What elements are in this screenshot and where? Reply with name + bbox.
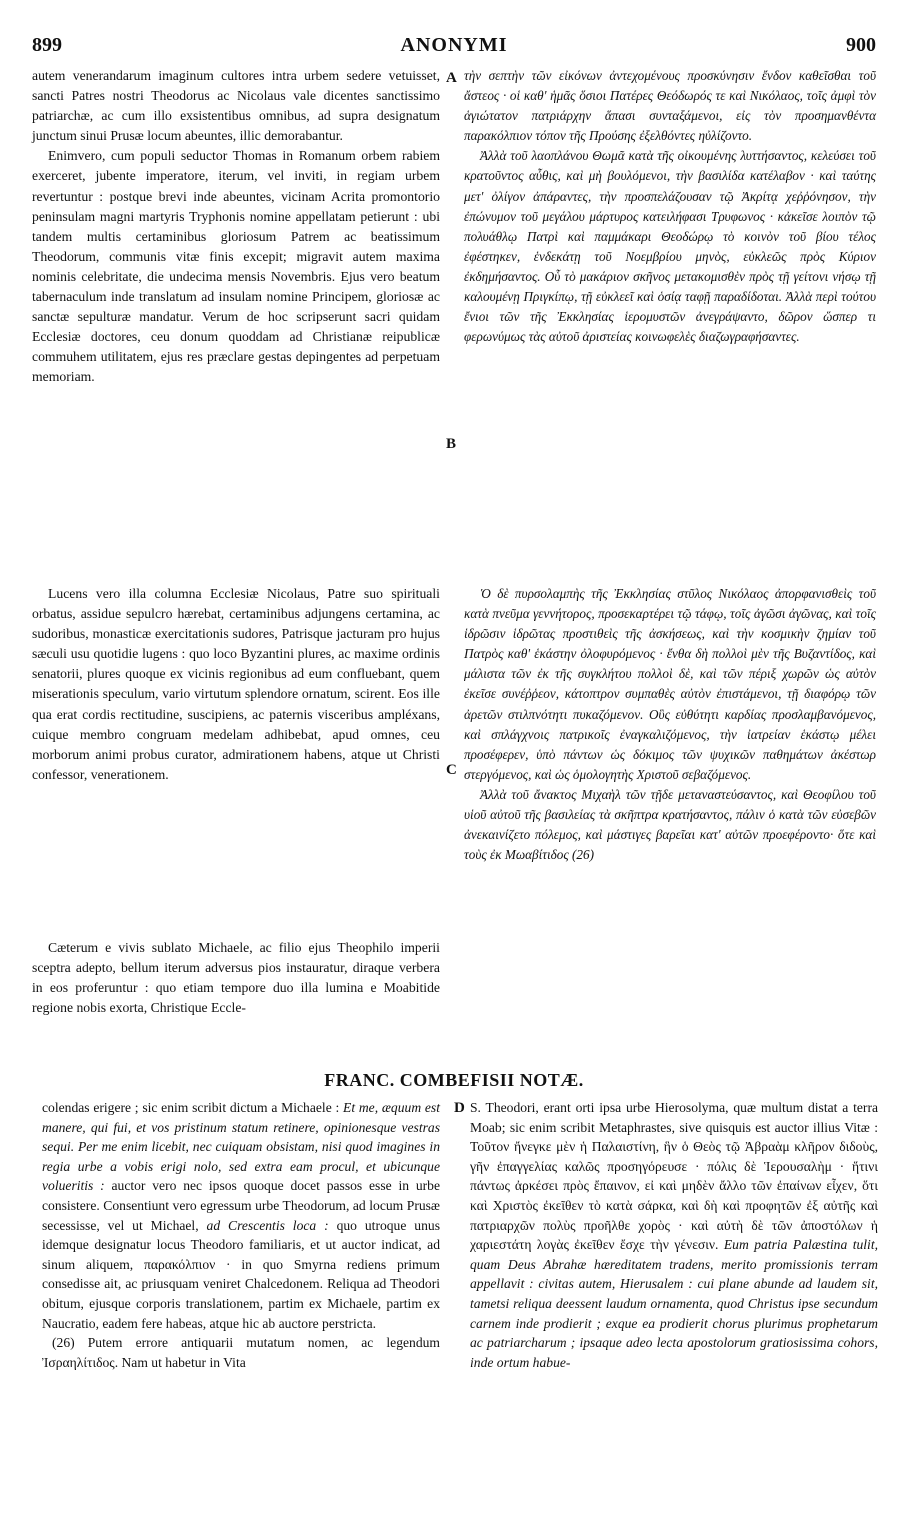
running-header <box>32 34 876 64</box>
notes-left-column <box>42 1098 440 1372</box>
notes-right-paragraph <box>470 1098 878 1372</box>
notes-right-column <box>470 1098 878 1372</box>
notes-left-paragraph <box>42 1098 440 1333</box>
left-page-number: 899 <box>32 34 62 56</box>
section-marker-d: D <box>454 1100 465 1116</box>
note-quote: Et me, æquum est manere, qui fui, et vos pristinum statum retinere, opinionesque vestras sequi. Per me enim licebit, nec cuiquam obsistam, nisi quod imagines in regia urbe a vobis erigi nolo, sed extra eam procul, et ubicunque volueritis : <box>42 1100 440 1194</box>
note-translation: Eum patria Palæstina tulit, quam Deus Abrahæ hæreditatem tradens, merito promissionis terram appellavit : civitas autem, Hierusalem : cui plane abunde ad laudem sit, tametsi reliqua deessent laudum ornamenta, quod Christus ipse secundum carnem inde prodierit ; exque ea prodierit chorus plurimus prophetarum ac patriarcharum ; ipsaque adeo lecta apostolorum gratiosissima cohors, inde ortum habue- <box>470 1237 879 1370</box>
latin-paragraph-4: Cæterum e vivis sublato Michaele, ac filio ejus Theophilo imperii sceptra adepto, bellum iterum adversus pios instauratur, diraque verbera in eos proferuntur : quo etiam tempore duo illa lumina e Moabitide regione nobis exorta, Christique Eccle- <box>32 940 440 1016</box>
note-26: (26) Putem errore antiquarii mutatum nomen, ac legendum Ἰσραηλίτιδος. Nam ut habetur in Vita <box>42 1335 440 1370</box>
right-page-number: 900 <box>846 34 876 56</box>
note-text: colendas erigere ; sic enim scribit dictum a Michaele : <box>42 1100 344 1115</box>
latin-column-part-2 <box>32 584 440 785</box>
running-title: ANONYMI <box>400 34 508 56</box>
notes-heading: FRANC. COMBEFISII NOTÆ. <box>324 1070 584 1090</box>
note-quote: ad Crescentis loca : <box>206 1217 329 1233</box>
note-text: S. Theodori, erant orti ipsa urbe Hierosolyma, quæ multum distat a terra Moab; sic enim scribit Metaphrastes, sive quisquis est auctor illius Vitæ : Τοῦτον ἤνεγκε μὲν ἡ Παλαιστίνη, ἣν ὁ Θεὸς τῷ Ἀβραὰμ κλῆρον διδοὺς, γῆν ἐπαγγελίας καλῶς προσηγόρευσε · πόλις δὲ Ἱερουσαλὴμ · ἥτινι πάντως ἀρκέσει πρὸς ἔπαινον, εἰ καὶ μηδὲν ἄλλο τῶν ἐπαίνων εἶχεν, ὅτι καὶ Χριστὸς ἐκεῖθεν τὸ κατὰ σάρκα, καὶ δὴ καὶ προφητῶν ἐξ αὐτῆς καὶ πατριαρχῶν πολὺς προῆλθε χορὸς · καὶ αὐτὴ δὲ τῶν ἀποστόλων ἡ χαριεστάτη λογὰς ἐκεῖθεν ἔσχε τὴν γένεσιν. <box>470 1100 878 1253</box>
greek-paragraph-1: τὴν σεπτὴν τῶν εἰκόνων ἀντεχομένους προσκύνησιν ἔνδον καθεῖσθαι τοῦ ἄστεος · οἱ καθ' ἡμᾶς ὅσιοι Πατέρες Θεόδωρός τε καὶ Νικόλαος, τοῖς ἀμφὶ τὸν ἁγιώτατον πατριάρχην ἅπασι συνταξάμενοι, εἰς τὸν προσημανθέντα παρακόλπιον τόπον τῆς Προύσης ἐξελθόντες ηὐλίζοντο. <box>464 68 876 144</box>
section-marker-c: C <box>446 762 457 778</box>
greek-paragraph-2: Ἀλλὰ τοῦ λαοπλάνου Θωμᾶ κατὰ τῆς οἰκουμένης λυττήσαντος, κελεύσει τοῦ κρατοῦντος αὖθις, καὶ μὴ βουλόμενοι, τὴν βασιλίδα κατέλαβον · καὶ ταύτης μετ' ὀλίγον ἀπάραντες, τὴν προσπελάζουσαν τῷ Ἀκρίτᾳ χεῤῥόνησον, τὴν ἐπώνυμον τοῦ μεγάλου μάρτυρος κατειλήφασι Τρυφωνος · κἀκεῖσε λοιπὸν τῷ πολυάθλῳ Πατρὶ καὶ παμμάκαρι Θεοδώρῳ τὸ κοινὸν τοῦ βίου τέλος ἐφέστηκεν, ἑνδεκάτῃ τοῦ Νοεμβρίου μηνὸς, εὐκλεῶς πρὸς Κύριον ἐκδημήσαντος. Οὗ τὸ μακάριον σκῆνος μετακομισθὲν πρὸς τῇ γείτονι νήσῳ τῇ καλουμένῃ Πριγκίπῳ, τῇ εὐκλεεῖ καὶ ὁσίᾳ ταφῇ παραδίδοται. Ἀλλὰ περὶ τούτου ἔνιοι τῶν τῆς Ἐκκλησίας ἱερομυστῶν ἀνεγράψαντο, δῶρον ὥσπερ τι φερωνύμως τὰς αὐτοῦ ἀριστείας κοινωφελὲς διαζωγραφήσαντες. <box>464 148 876 345</box>
latin-paragraph-1: autem venerandarum imaginum cultores intra urbem sedere vetuisset, sancti Patres nostri Theodorus ac Nicolaus vale dicentes sanctissimo patriarchæ, ac cum illo exsistentibus omnibus, ad supra designatum junctum sinui Prusæ locum abeuntes, illic demorabantur. <box>32 68 440 144</box>
greek-column <box>464 66 876 347</box>
latin-column <box>32 66 440 388</box>
greek-column-part-2 <box>464 584 876 865</box>
latin-paragraph-3: Lucens vero illa columna Ecclesiæ Nicolaus, Patre suo spirituali orbatus, assidue sepulcro hærebat, certaminibus adjungens certamina, ac sudoribus, monasticæ exercitationis sudores, Patrisque jacturam pro hujus sæculi usu quotidie lugens : quo loco Byzantini plures, ac maxime ordinis senatorii, plures quoque ex vicinis regionibus ad eum confluebant, quem miserationis speculum, vario virtutum splendore ornatum, scirent. Eos ille qua erat cordis rectitudine, suscipiens, ac paternis visceribus ampléxans, cuique membro congruam medelam adhibebat, apud omnes, ceu morborum animi probus curator, admirationem habens, atque ut Christi confessor, venerationem. <box>32 586 440 782</box>
note-text: auctor vero nec ipsos quoque docet passos esse in urbe consistere. Consentiunt vero egressum urbe Theodorum, ad locum Prusæ secessisse, vel ut Michael, <box>42 1178 440 1233</box>
latin-column-part-3 <box>32 938 440 1018</box>
section-marker-a: A <box>446 70 457 86</box>
note-text: quo utroque unus idemque designatur locus Theodoro familiaris, et ut auctor indicat, ad sinum aliquem, παρακόλπιον · in quo Smyrna rediens primum consedisse ait, ac priusquam veniret Chalcedonem. Reliqua ad Theodori obitum, ejusque corporis translationem, partim ex Michaele, partim ex Naucratio, eadem fere habeas, atque hic ab auctore perstricta. <box>42 1217 440 1331</box>
latin-paragraph-2: Enimvero, cum populi seductor Thomas in Romanum orbem rabiem exerceret, jubente imperatore, iterum, vel inviti, in regiam urbem revertuntur : postque brevi inde abeuntes, vicinam Acrita promontorio peninsulam magni martyris Tryphonis nomine appellatam petierunt : ubi tandem multis certaminibus gloriosum Patrem ac beatissimum Theodorum, communis vitæ finis excepit; migravit autem maxima nominis celebritate, die undecima mensis Novembris. Ejus vero beatum tabernaculum inde translatum ad insulam nomine Principem, gloriosæ ac sanctæ sepulturæ mandatur. Verum de hoc scripserunt sacri quidam Ecclesiæ doctores, ceu donum quoddam ad Christianæ reipublicæ commuhem utilitatem, ejus res præclare gestas depingentes ad perpetuam memoriam. <box>32 148 440 385</box>
section-marker-b: B <box>446 436 457 452</box>
greek-paragraph-3: Ὁ δὲ πυρσολαμπὴς τῆς Ἐκκλησίας στῦλος Νικόλαος ἀπορφανισθεὶς τοῦ κατὰ πνεῦμα γεννήτορος, προσεκαρτέρει τῷ τάφῳ, τοῖς ἀγῶσι ἀγῶνας, καὶ τοῖς ἱδρῶσιν ἱδρῶτας προστιθεὶς τῆς ἀσκήσεως, καὶ τὴν κοσμικὴν ζημίαν τοῦ Πατρὸς καθ' ἑκάστην ὀλοφυρόμενος · ἔνθα δὴ πολλοὶ μὲν τῆς Βυζαντίδος, καὶ μάλιστα τῶν ἐκ τῆς συγκλήτου πολλοὶ δὲ, καὶ τῶν πέριξ χωρῶν ὡς αὐτὸν ἐκεῖσε συνέῤῥεον, κάτοπτρον συμπαθὲς αὐτὸν ἐπιστάμενοι, τῇ διαφόρῳ τῶν ἀρετῶν στιλπνότητι πυκαζόμενον. Οὓς εὐθύτητι καρδίας προσλαμβανόμενος, καὶ σπλάγχνοις πατρικοῖς ἐναγκαλιζόμενος, τὴν ἰατρείαν ἑκάστῳ μέλει προσέφερεν, ὑπὸ πάντων ὡς δόκιμος τῶν ψυχικῶν παθημάτων ἀκέστωρ στεργόμενος, καὶ ὡς ὁμολογητὴς Χριστοῦ σεβαζόμενος. <box>464 586 876 782</box>
greek-paragraph-4: Ἀλλὰ τοῦ ἄνακτος Μιχαὴλ τῶν τῇδε μεταναστεύσαντος, καὶ Θεοφίλου τοῦ υἱοῦ αὐτοῦ τῆς βασιλείας τὰ σκῆπτρα κρατήσαντος, πάλιν ὁ κατὰ τῶν εὐσεβῶν ἀνεκαινίζετο πόλεμος, καὶ μάστιγες βαρεῖαι κατ' αὐτῶν προεφέροντο· ὅτε καὶ τοὺς ἐκ Μωαβίτιδος (26) <box>464 786 876 863</box>
